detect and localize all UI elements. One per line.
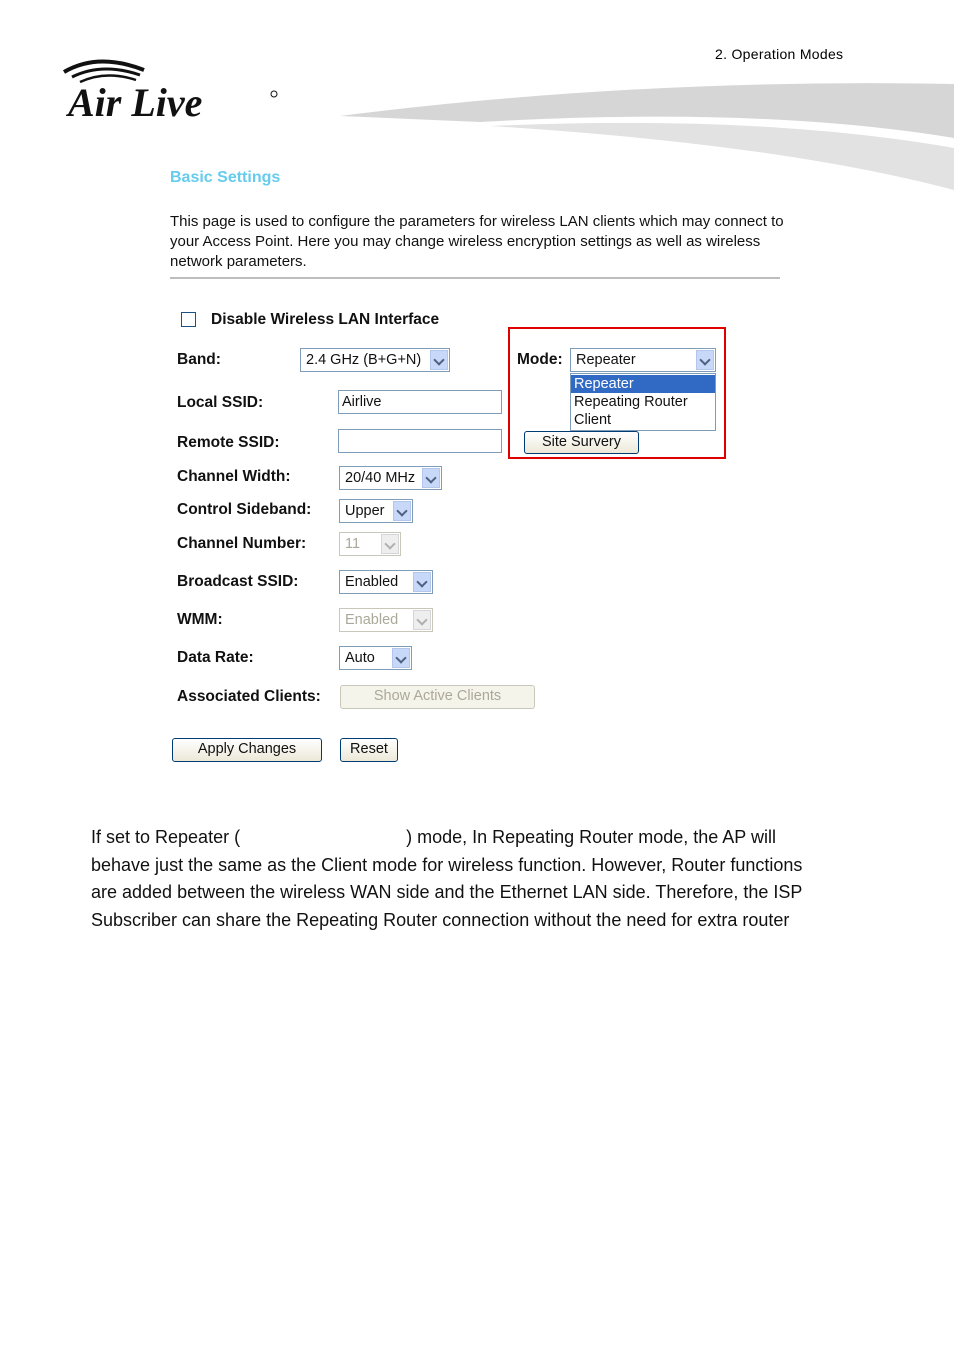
broadcast-ssid-value: Enabled: [345, 574, 399, 590]
band-value: 2.4 GHz (B+G+N): [306, 352, 422, 368]
body-line-1a: If set to Repeater (: [91, 827, 241, 847]
divider: [170, 277, 780, 279]
chevron-down-icon: [392, 648, 410, 668]
local-ssid-input[interactable]: [338, 390, 502, 414]
local-ssid-value: Airlive: [342, 394, 382, 410]
wmm-select[interactable]: [339, 608, 433, 632]
body-line-1b: ) mode, In Repeating Router mode, the AP will: [406, 827, 776, 847]
data-rate-value: Auto: [345, 650, 375, 666]
broadcast-ssid-select[interactable]: [339, 570, 433, 594]
mode-dropdown-list: [570, 373, 716, 431]
mode-value: Repeater: [576, 352, 636, 368]
remote-ssid-input[interactable]: [338, 429, 502, 453]
channel-number-label: Channel Number:: [177, 535, 307, 552]
chevron-down-icon: [422, 468, 440, 488]
section-header: 2. Operation Modes: [715, 46, 844, 62]
control-sideband-value: Upper: [345, 503, 385, 519]
disable-wlan-checkbox[interactable]: [181, 312, 196, 327]
channel-number-value: 11: [345, 536, 361, 552]
data-rate-select[interactable]: [339, 646, 412, 670]
wmm-label: WMM:: [177, 611, 223, 628]
mode-label: Mode:: [517, 351, 563, 368]
chevron-down-icon: [413, 572, 431, 592]
mode-select[interactable]: [570, 348, 716, 372]
reset-button[interactable]: Reset: [340, 738, 398, 762]
chevron-down-icon: [381, 534, 399, 554]
header-swoosh-graphic: [340, 78, 954, 193]
channel-width-label: Channel Width:: [177, 468, 291, 485]
associated-clients-label: Associated Clients:: [177, 688, 321, 705]
channel-number-select[interactable]: [339, 532, 401, 556]
chevron-down-icon: [393, 501, 411, 521]
site-survey-button[interactable]: Site Survery: [524, 431, 639, 454]
show-active-clients-button[interactable]: Show Active Clients: [340, 685, 535, 709]
mode-option-client[interactable]: Client: [574, 412, 612, 428]
channel-width-select[interactable]: [339, 466, 442, 490]
page-description: This page is used to configure the parameters for wireless LAN clients which may connect to your Access Point. Here you may change wireless encryption settings as well as wireless network parameters.: [170, 213, 784, 270]
band-label: Band:: [177, 351, 221, 368]
local-ssid-label: Local SSID:: [177, 394, 264, 411]
wmm-value: Enabled: [345, 612, 399, 628]
mode-option-repeater[interactable]: Repeater: [571, 375, 715, 393]
chevron-down-icon: [430, 350, 448, 370]
band-select[interactable]: [300, 348, 450, 372]
apply-changes-button[interactable]: Apply Changes: [172, 738, 322, 762]
airlive-logo: [58, 58, 282, 124]
svg-text:Air Live: Air Live: [68, 80, 203, 124]
control-sideband-label: Control Sideband:: [177, 501, 312, 518]
channel-width-value: 20/40 MHz: [345, 470, 416, 486]
disable-wlan-label: Disable Wireless LAN Interface: [211, 311, 440, 328]
mode-option-repeating-router[interactable]: Repeating Router: [574, 394, 688, 410]
page-title: Basic Settings: [170, 169, 281, 186]
body-line-1: [91, 827, 776, 848]
chevron-down-icon: [696, 350, 714, 370]
body-line-2: behave just the same as the Client mode for wireless function. However, Router functions: [91, 855, 803, 875]
body-line-3: are added between the wireless WAN side and the Ethernet LAN side. Therefore, the ISP: [91, 882, 803, 902]
remote-ssid-label: Remote SSID:: [177, 434, 280, 451]
chevron-down-icon: [413, 610, 431, 630]
control-sideband-select[interactable]: [339, 499, 413, 523]
data-rate-label: Data Rate:: [177, 649, 254, 666]
body-line-4: Subscriber can share the Repeating Router connection without the need for extra router: [91, 910, 790, 930]
broadcast-ssid-label: Broadcast SSID:: [177, 573, 299, 590]
